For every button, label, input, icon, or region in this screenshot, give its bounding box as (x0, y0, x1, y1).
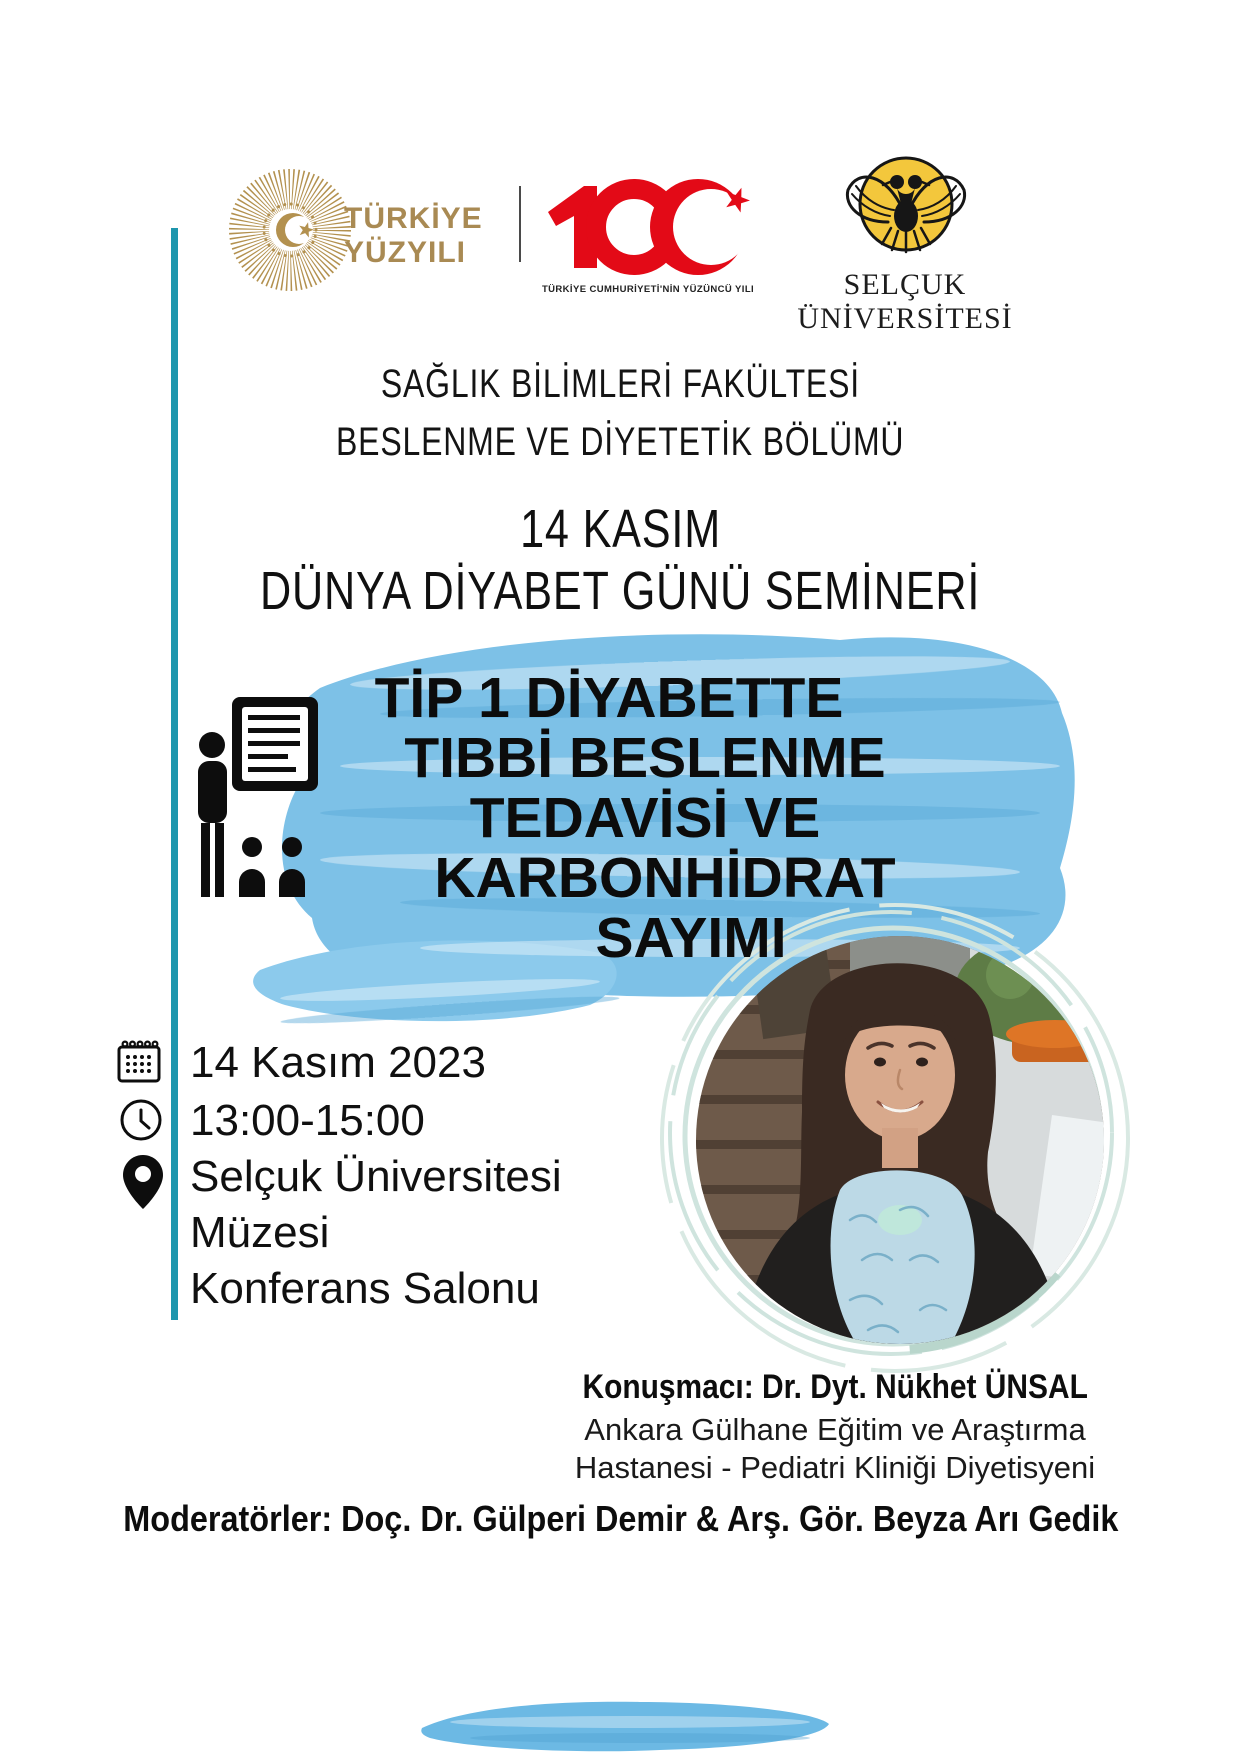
faculty-line2: BESLENME VE DİYETETİK BÖLÜMÜ (336, 420, 905, 464)
event-location-line1: Selçuk Üniversitesi (190, 1152, 562, 1201)
event-location-line3: Konferans Salonu (190, 1264, 540, 1313)
location-pin-icon (122, 1154, 164, 1210)
event-time: 13:00-15:00 (190, 1096, 425, 1145)
calendar-binding (123, 1042, 158, 1047)
seminar-date-heading: 14 KASIM (520, 499, 721, 559)
selcuk-university-emblem (836, 146, 976, 268)
title-line-5: SAYIMI (595, 906, 787, 970)
centenary-100-logo (540, 168, 755, 300)
selcuk-wordmark-line1: SELÇUK (843, 268, 967, 301)
seminar-name-heading: DÜNYA DİYABET GÜNÜ SEMİNERİ (260, 561, 981, 621)
presenter-body (198, 761, 227, 823)
clock-hands (141, 1110, 149, 1128)
calendar-days (126, 1055, 151, 1073)
title-line-4: KARBONHİDRAT (434, 846, 896, 910)
speaker-affiliation-line1: Ankara Gülhane Eğitim ve Araştırma (584, 1412, 1086, 1447)
title-line-2: TIBBİ BESLENME (404, 726, 886, 790)
event-date: 14 Kasım 2023 (190, 1038, 486, 1087)
eagle-body (894, 200, 918, 232)
bottom-brush-stroke (420, 1694, 835, 1754)
title-line-3: TEDAVİSİ VE (469, 786, 821, 850)
turkiye-yuzyili-logo (222, 158, 494, 304)
selcuk-wordmark-line2: ÜNİVERSİTESİ (797, 302, 1013, 335)
seminar-title (225, 668, 1065, 968)
selcuk-university-wordmark (760, 268, 1050, 336)
speaker-affiliation-line2: Hastanesi - Pediatri Kliniği Diyetisyeni (574, 1450, 1096, 1485)
moderators-line: Moderatörler: Doç. Dr. Gülperi Demir & Arş. Gör. Beyza Arı Gedik (122, 1498, 1119, 1539)
calendar-icon (116, 1038, 162, 1084)
clock-icon (119, 1098, 163, 1142)
faculty-line1: SAĞLIK BİLİMLERİ FAKÜLTESİ (380, 362, 861, 406)
centenary-caption: TÜRKİYE CUMHURİYETİ'NİN YÜZÜNCÜ YILI (541, 284, 755, 295)
speaker-name-line: Konuşmacı: Dr. Dyt. Nükhet ÜNSAL (582, 1368, 1088, 1406)
teal-vertical-rule (171, 228, 178, 1320)
title-line-1: TİP 1 DİYABETTE (374, 666, 844, 730)
turkiye-yuzyili-wordmark-line1: TÜRKİYE (344, 202, 483, 235)
event-location-line2: Müzesi (190, 1208, 330, 1257)
turkiye-yuzyili-wordmark-line2: YÜZYILI (344, 236, 467, 269)
presenter-head (199, 732, 225, 758)
logo-divider (519, 186, 521, 262)
